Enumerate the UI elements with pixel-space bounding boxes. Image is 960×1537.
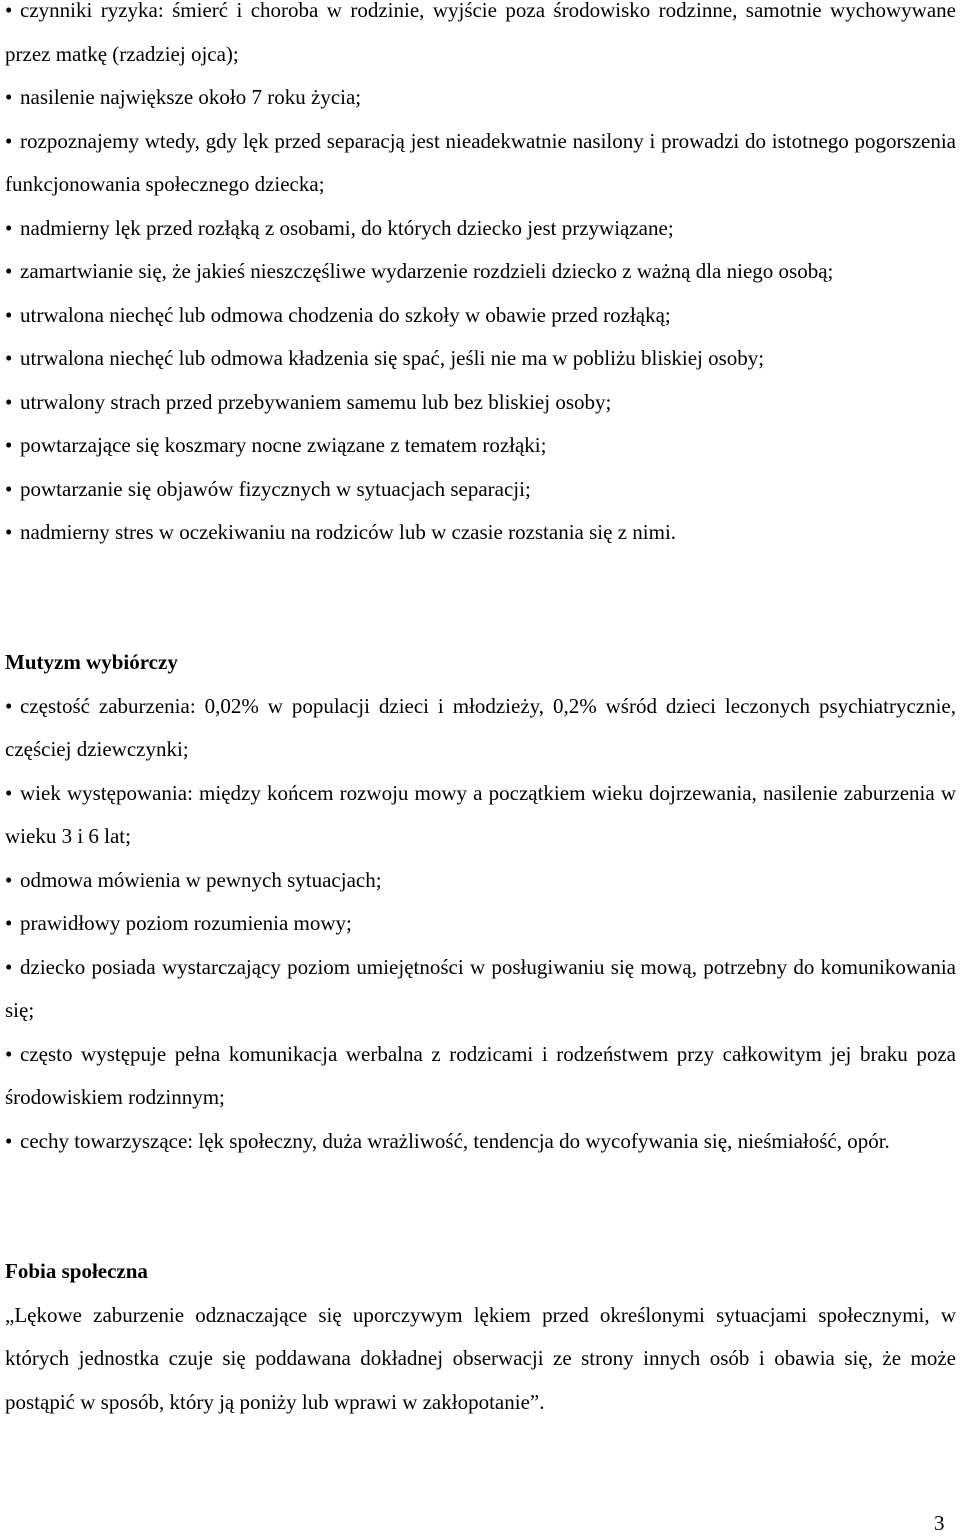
- list-item-text: czynniki ryzyka: śmierć i choroba w rodzinie, wyjście poza środowisko rodzinne, samotnie wychowywane przez matkę (rzadziej ojca);: [5, 0, 956, 66]
- list-item: [5, 859, 956, 903]
- bullet-icon: •: [5, 302, 13, 327]
- list-item-text: wiek występowania: między końcem rozwoju mowy a początkiem wieku dojrzewania, nasilenie zaburzenia w wieku 3 i 6 lat;: [5, 780, 956, 848]
- list-item-text: częstość zaburzenia: 0,02% w populacji dzieci i młodzieży, 0,2% wśród dzieci leczonych psychiatrycznie, częściej dziewczynki;: [5, 693, 956, 761]
- list-item-text: nasilenie największe około 7 roku życia;: [20, 85, 362, 109]
- list-item: [5, 511, 956, 555]
- bullet-icon: •: [5, 346, 13, 370]
- bullet-icon: •: [5, 85, 13, 109]
- list-item: [5, 772, 956, 859]
- list-item-text: powtarzanie się objawów fizycznych w sytuacjach separacji;: [20, 476, 531, 501]
- list-item: [5, 424, 956, 468]
- bullet-icon: •: [5, 433, 13, 457]
- bullet-icon: •: [5, 1128, 13, 1153]
- list-item: [5, 76, 956, 120]
- section-heading: Fobia społeczna: [5, 1259, 148, 1283]
- list-item-text: zamartwianie się, że jakieś nieszczęśliwe wydarzenie rozdzieli dziecko z ważną dla niego osobą;: [20, 259, 834, 283]
- list-item-text: cechy towarzyszące: lęk społeczny, duża wrażliwość, tendencja do wycofywania się, nieśmiałość, opór.: [20, 1128, 890, 1153]
- list-item-text: odmowa mówienia w pewnych sytuacjach;: [20, 867, 382, 892]
- list-item: [5, 294, 956, 338]
- list-item-text: utrwalona niechęć lub odmowa kładzenia się spać, jeśli nie ma w pobliżu bliskiej osoby;: [20, 346, 765, 370]
- bullet-icon: •: [5, 911, 13, 935]
- bullet-icon: •: [5, 215, 13, 240]
- list-item: [5, 0, 956, 76]
- list-item: [5, 207, 956, 251]
- bullet-icon: •: [5, 259, 13, 283]
- list-item: [5, 468, 956, 512]
- bullet-icon: •: [5, 520, 13, 544]
- definition-paragraph: „Lękowe zaburzenie odznaczające się uporczywym lękiem przed określonymi sytuacjami społecznymi, w których jednostka czuje się poddawana dokładnej obserwacji ze strony innych osób i obawia się, że może postąpić w sposób, który ją poniży lub wprawi w zakłopotanie”.: [5, 1302, 956, 1414]
- bullet-icon: •: [5, 0, 13, 22]
- bullet-icon: •: [5, 780, 13, 805]
- list-item: [5, 946, 956, 1033]
- list-item-text: prawidłowy poziom rozumienia mowy;: [20, 911, 352, 935]
- list-item: [5, 685, 956, 772]
- bullet-icon: •: [5, 693, 13, 718]
- list-item: [5, 1120, 956, 1164]
- section-heading: Mutyzm wybiórczy: [5, 650, 178, 674]
- separation-anxiety-list: [5, 0, 956, 555]
- social-phobia-section: [5, 1250, 956, 1424]
- list-item: [5, 337, 956, 381]
- list-item: [5, 120, 956, 207]
- list-item-text: nadmierny lęk przed rozłąką z osobami, do których dziecko jest przywiązane;: [20, 215, 674, 240]
- bullet-icon: •: [5, 867, 13, 892]
- bullet-icon: •: [5, 128, 13, 153]
- separation-anxiety-section: [5, 0, 956, 555]
- bullet-icon: •: [5, 954, 13, 979]
- bullet-icon: •: [5, 389, 13, 414]
- list-item-text: często występuje pełna komunikacja werbalna z rodzicami i rodzeństwem przy całkowitym jej braku poza środowiskiem rodzinnym;: [5, 1041, 956, 1109]
- list-item-text: utrwalony strach przed przebywaniem samemu lub bez bliskiej osoby;: [20, 389, 612, 414]
- selective-mutism-section: [5, 641, 956, 1163]
- bullet-icon: •: [5, 1041, 13, 1066]
- selective-mutism-list: [5, 685, 956, 1164]
- list-item-text: nadmierny stres w oczekiwaniu na rodziców lub w czasie rozstania się z nimi.: [20, 520, 677, 544]
- list-item-text: utrwalona niechęć lub odmowa chodzenia do szkoły w obawie przed rozłąką;: [20, 302, 671, 327]
- page-number: 3: [934, 1511, 945, 1535]
- list-item-text: dziecko posiada wystarczający poziom umiejętności w posługiwaniu się mową, potrzebny do komunikowania się;: [5, 954, 956, 1022]
- list-item: [5, 1033, 956, 1120]
- list-item-text: rozpoznajemy wtedy, gdy lęk przed separacją jest nieadekwatnie nasilony i prowadzi do istotnego pogorszenia funkcjonowania społecznego dziecka;: [5, 128, 956, 196]
- bullet-icon: •: [5, 476, 13, 501]
- list-item-text: powtarzające się koszmary nocne związane z tematem rozłąki;: [20, 433, 547, 457]
- list-item: [5, 381, 956, 425]
- list-item: [5, 250, 956, 294]
- list-item: [5, 902, 956, 946]
